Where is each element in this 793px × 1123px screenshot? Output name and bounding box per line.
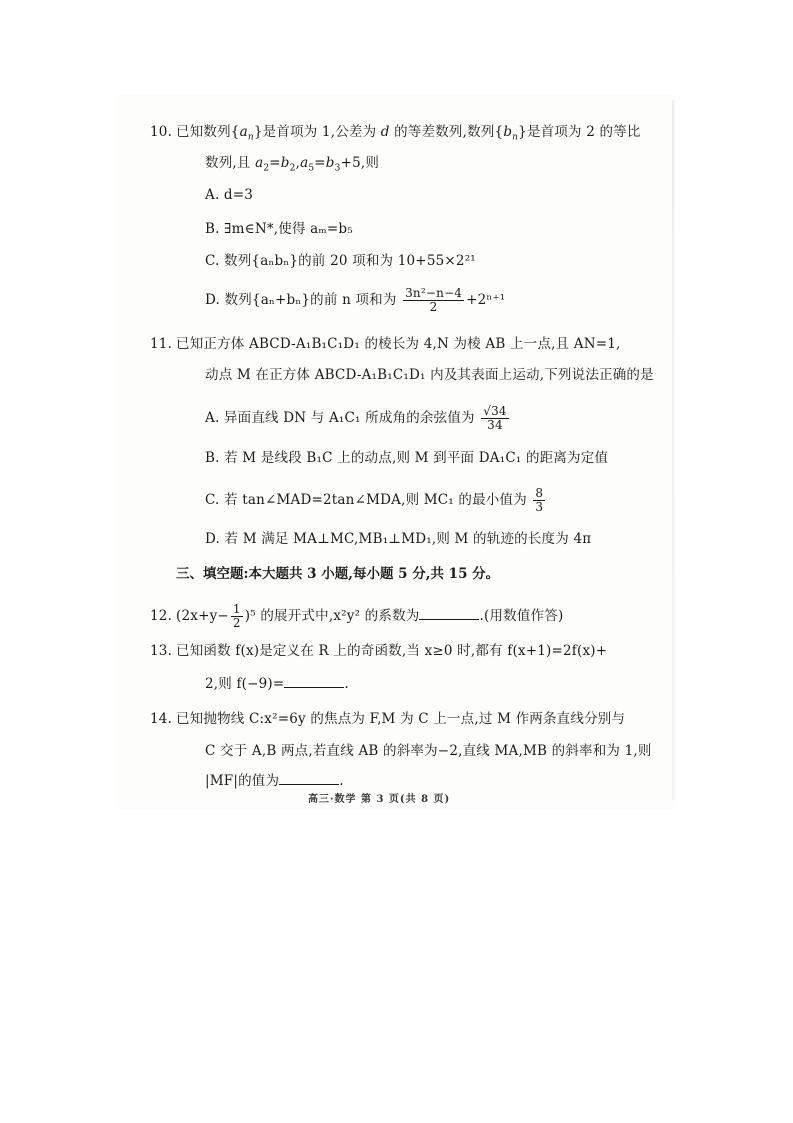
- q11-option-c: [205, 487, 547, 514]
- q11-option-a-fraction: [481, 405, 509, 432]
- q10-option-d-tail: +2ⁿ⁺¹: [466, 292, 506, 308]
- section-3-heading: 三、填空题:本大题共 3 小题,每小题 5 分,共 15 分。: [176, 566, 500, 582]
- q11-line1: [150, 335, 621, 353]
- q12-line: [150, 602, 564, 630]
- q10-option-d: [205, 287, 505, 314]
- page-footer: 高三·数学 第 3 页(共 8 页): [308, 794, 451, 805]
- q10-number: 10.: [150, 124, 173, 140]
- q14-number: 14.: [150, 711, 173, 727]
- q13-line2: [205, 675, 349, 693]
- q14-tail: .: [339, 773, 344, 789]
- q14-line1: [150, 710, 626, 728]
- q10-d-denominator: 2: [429, 300, 438, 314]
- q14-line2: C 交于 A,B 两点,若直线 AB 的斜率为−2,直线 MA,MB 的斜率和为 1,则: [205, 743, 652, 759]
- q12-number: 12.: [150, 608, 173, 624]
- q14-line3: [205, 772, 344, 790]
- q10-d-numerator: 3n²−n−4: [405, 286, 463, 300]
- q12-expr-end: )⁵ 的展开式中,x²y² 的系数为: [244, 608, 420, 624]
- q12-denominator: 2: [232, 616, 241, 630]
- q11-option-d: D. 若 M 满足 MA⊥MC,MB₁⊥MD₁,则 M 的轨迹的长度为 4π: [205, 531, 592, 547]
- q13-line1: [150, 642, 608, 660]
- q11-option-b: B. 若 M 是线段 B₁C 上的动点,则 M 到平面 DA₁C₁ 的距离为定值: [205, 450, 609, 466]
- q12-answer-blank[interactable]: [419, 607, 479, 620]
- q10-line1: 10. 已知数列$\{a_n\}$是首项为 1,公差为 d 的等差数列,数列$\{b_n\}$是首项为 2 的等比: [150, 124, 641, 143]
- q14-stem-3: |MF|的值为: [205, 773, 280, 789]
- q10-option-b: B. ∃m∈N*,使得 aₘ=b₅: [205, 221, 353, 237]
- q11-a-numerator: √34: [483, 404, 507, 418]
- q12-expr-start: (2x+y−: [176, 608, 229, 624]
- q11-c-numerator: 8: [535, 486, 544, 500]
- q11-number: 11.: [150, 336, 173, 352]
- q10-option-a: A. d=3: [205, 187, 254, 203]
- q11-a-denominator: 34: [487, 418, 503, 432]
- q13-stem-1: 已知函数 f(x)是定义在 R 上的奇函数,当 x≥0 时,都有 f(x+1)=2f(x)+: [176, 643, 608, 659]
- q10-line2: 数列,且 $a_2=b_2,a_5=b_3+5$,则: [205, 155, 380, 174]
- q11-option-c-fraction: [533, 487, 545, 514]
- q10-option-d-fraction: [403, 287, 464, 314]
- q11-line2: 动点 M 在正方体 ABCD-A₁B₁C₁D₁ 内及其表面上运动,下列说法正确的是: [205, 367, 654, 383]
- q10-option-d-text: D. 数列{aₙ+bₙ}的前 n 项和为: [205, 292, 397, 308]
- q10-option-c: C. 数列{aₙbₙ}的前 20 项和为 10+55×2²¹: [205, 253, 476, 269]
- q13-tail: .: [344, 676, 349, 692]
- q14-stem-1: 已知抛物线 C:x²=6y 的焦点为 F,M 为 C 上一点,过 M 作两条直线分别与: [176, 711, 626, 727]
- q13-stem-2: 2,则 f(−9)=: [205, 676, 285, 692]
- q12-fraction: [231, 603, 243, 630]
- q13-number: 13.: [150, 643, 173, 659]
- q11-option-a-text: A. 异面直线 DN 与 A₁C₁ 所成角的余弦值为: [205, 410, 475, 426]
- scan-edge: [672, 100, 674, 800]
- q11-stem-1: 已知正方体 ABCD-A₁B₁C₁D₁ 的棱长为 4,N 为棱 AB 上一点,且 AN=1,: [176, 336, 621, 352]
- q12-numerator: 1: [232, 602, 241, 616]
- q14-answer-blank[interactable]: [279, 772, 339, 785]
- q11-c-denominator: 3: [535, 500, 544, 514]
- q11-option-a: [205, 405, 511, 432]
- q12-tail: .(用数值作答): [479, 608, 564, 624]
- q11-option-c-text: C. 若 tan∠MAD=2tan∠MDA,则 MC₁ 的最小值为: [205, 492, 527, 508]
- q13-answer-blank[interactable]: [284, 675, 344, 688]
